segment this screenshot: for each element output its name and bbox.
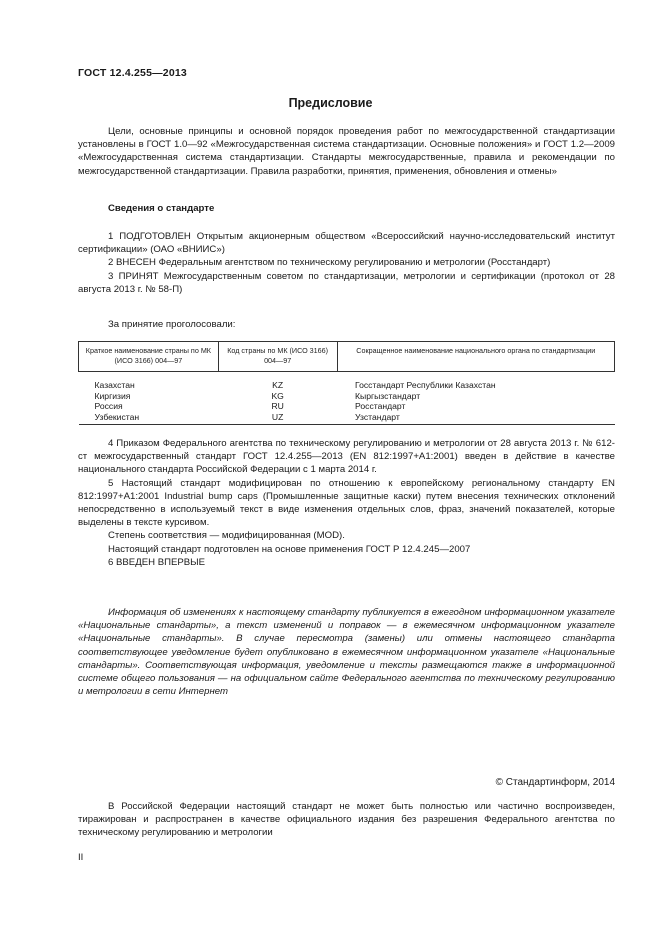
table-row — [79, 391, 615, 402]
table-row — [79, 401, 615, 412]
body-cell: Госстандарт Республики Казахстан — [355, 380, 496, 390]
page-title: Предисловие — [288, 96, 373, 110]
item-first-introduced: 6 ВВЕДЕН ВПЕРВЫЕ — [108, 556, 206, 568]
change-notice: Информация об изменениях к настоящему стандарту публикуется в ежегодном информационном указателе «Национальные стандарты», а текст изменений и поправок — в ежемесячном информационном указателе «Национальные стандарты». В случае пересмотра (замены) или отмены настоящего стандарта соответствующее уведомление будет опубликовано в ежемесячном информационном указателе «Национальные стандарты». Соответствующая информация, уведомление и тексты размещаются также в информационной системе общего пользования — на официальном сайте Федерального агентства по техническому регулированию и метрологии в сети Интернет — [78, 607, 615, 698]
code-cell: UZ — [271, 411, 284, 422]
country-cell: Узбекистан — [94, 411, 140, 422]
info-items-a — [78, 230, 615, 296]
country-cell: Киргизия — [94, 390, 131, 401]
code-cell: KZ — [272, 380, 284, 390]
basis-statement: Настоящий стандарт подготовлен на основе применения ГОСТ Р 12.4.245—2007 — [108, 543, 471, 555]
page-number: II — [78, 852, 84, 863]
info-items-b — [78, 437, 615, 569]
column-header-country: Краткое наименование страны по МК (ИСО 3166) 004—97 — [79, 342, 219, 372]
country-cell: Россия — [94, 401, 123, 412]
code-cell: RU — [271, 401, 284, 412]
body-cell: Узстандарт — [355, 411, 400, 422]
item-enacted: 4 Приказом Федерального агентства по техническому регулированию и метрологии от 28 августа 2013 г. № 612-ст межгосударственный стандарт ГОСТ 12.4.255—2013 (EN 812:1997+A1:2001) введен в действие в качестве национального стандарта Российской Федерации с 1 марта 2014 г. — [78, 438, 615, 476]
item-submitted: 2 ВНЕСЕН Федеральным агентством по техническому регулированию и метрологии (Росстандарт) — [108, 257, 551, 269]
degree-of-conformity: Степень соответствия — модифицированная (MOD). — [108, 530, 345, 542]
legal-block — [78, 800, 615, 840]
column-header-code: Код страны по МК (ИСО 3166) 004—97 — [218, 342, 337, 372]
voted-label: За принятие проголосовали: — [108, 319, 236, 330]
body-cell: Росстандарт — [355, 401, 406, 412]
copyright: © Стандартинформ, 2014 — [495, 777, 615, 788]
item-adopted: 3 ПРИНЯТ Межгосударственным советом по стандартизации, метрологии и сертификации (протокол от 28 августа 2013 г. № 58-П) — [78, 270, 615, 295]
intro-paragraph: Цели, основные принципы и основной порядок проведения работ по межгосударственной стандартизации установлены в ГОСТ 1.0—92 «Межгосударственная система стандартизации. Основные положения» и ГОСТ 1.2—2009 «Межгосударственная система стандартизации. Стандарты межгосударственные, правила и рекомендации по межгосударственной стандартизации. Правила разработки, принятия, применения, обновления и отмены» — [78, 126, 615, 177]
table-row — [79, 412, 615, 425]
notice-block — [78, 606, 615, 698]
body-cell: Кыргызстандарт — [355, 390, 421, 401]
intro-paragraph-block — [78, 125, 615, 178]
code-cell: KG — [271, 390, 284, 401]
item-modified: 5 Настоящий стандарт модифицирован по отношению к европейскому региональному стандарту EN 812:1997+A1:2001 Industrial bump caps (Промышленные защитные каски) путем внесения технических отклонений непосредственно в используемый текст в виде изменения отдельных слов, фраз, значений показателей, которые выделены в тексте курсивом. — [78, 477, 615, 529]
item-prepared: 1 ПОДГОТОВЛЕН Открытым акционерным обществом «Всероссийский научно-исследовательский институт сертификации» (ОАО «ВНИИС») — [78, 231, 615, 256]
info-heading: Сведения о стандарте — [108, 203, 215, 214]
voting-table-header-row — [79, 342, 615, 372]
voting-table — [78, 341, 615, 425]
column-header-body: Сокращенное наименование национального органа по стандартизации — [337, 342, 614, 372]
table-row — [79, 372, 615, 391]
legal-notice: В Российской Федерации настоящий стандарт не может быть полностью или частично воспроизведен, тиражирован и распространен в качестве официального издания без разрешения Федерального агентства по техническому регулированию и метрологии — [78, 801, 615, 839]
document-header: ГОСТ 12.4.255—2013 — [78, 67, 187, 79]
country-cell: Казахстан — [94, 380, 135, 390]
